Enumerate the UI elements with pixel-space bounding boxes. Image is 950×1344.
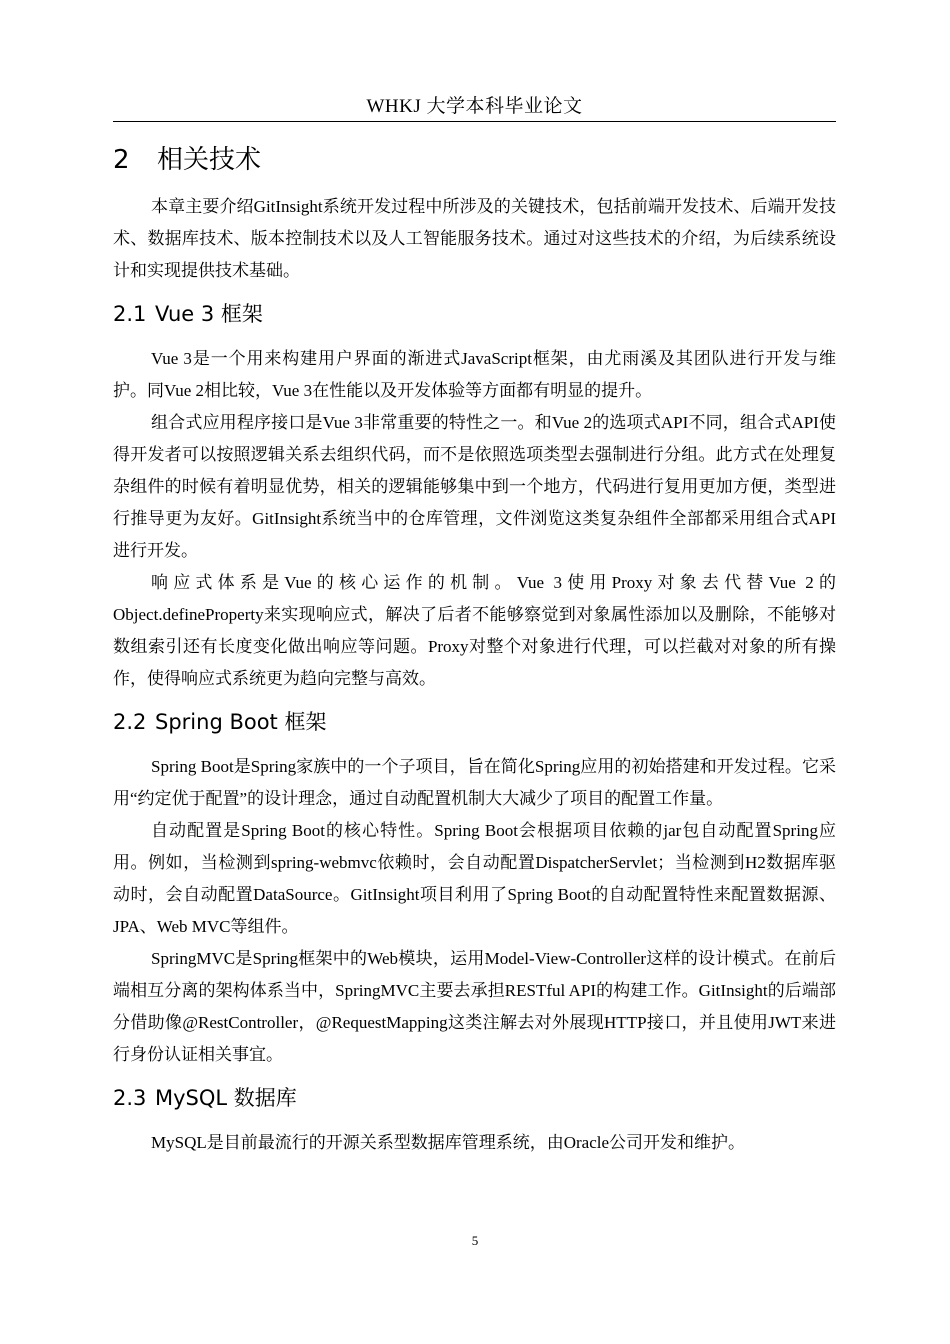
section-title: Vue 3 框架 <box>155 302 263 326</box>
section-number: 2.1 <box>113 302 147 326</box>
paragraph: MySQL是目前最流行的开源关系型数据库管理系统，由Oracle公司开发和维护。 <box>151 1133 746 1152</box>
paragraph: SpringMVC是Spring框架中的Web模块，运用Model-View-Controller这样的设计模式。在前后端相互分离的架构体系当中，SpringMVC主要去承担RESTful API的构建工作。GitInsight的后端部分借助像@RestController，@RequestMapping这类注解去对外展现HTTP接口，并且使用JWT来进行身份认证相关事宜。 <box>113 949 836 1064</box>
paragraph: Vue 3是一个用来构建用户界面的渐进式JavaScript框架，由尤雨溪及其团队进行开发与维护。同Vue 2相比较，Vue 3在性能以及开发体验等方面都有明显的提升。 <box>113 349 836 400</box>
paragraph: 自动配置是Spring Boot的核心特性。Spring Boot会根据项目依赖的jar包自动配置Spring应用。例如，当检测到spring-webmvc依赖时，会自动配置DispatcherServlet；当检测到H2数据库驱动时，会自动配置DataSource。GitInsight项目利用了Spring Boot的自动配置特性来配置数据源、JPA、Web MVC等组件。 <box>113 821 836 936</box>
section-number: 2.3 <box>113 1086 147 1110</box>
header-rule <box>113 121 836 122</box>
section-title: MySQL 数据库 <box>155 1086 297 1110</box>
chapter-number: 2 <box>113 145 130 175</box>
paragraph: 组合式应用程序接口是Vue 3非常重要的特性之一。和Vue 2的选项式API不同，组合式API使得开发者可以按照逻辑关系去组织代码，而不是依照选项类型去强制进行分组。此方式在处理复杂组件的时候有着明显优势，相关的逻辑能够集中到一个地方，代码进行复用更加方便，类型进行推导更为友好。GitInsight系统当中的仓库管理，文件浏览这类复杂组件全部都采用组合式API进行开发。 <box>113 413 836 560</box>
section-heading-2-2 <box>113 706 836 738</box>
page-number: 5 <box>471 1233 479 1248</box>
section-title: Spring Boot 框架 <box>155 710 327 734</box>
section-number: 2.2 <box>113 710 147 734</box>
section-heading-2-3 <box>113 1082 836 1114</box>
chapter-heading <box>113 140 836 180</box>
page-body <box>113 140 836 1159</box>
running-header: WHKJ 大学本科毕业论文 <box>366 96 583 117</box>
chapter-title: 相关技术 <box>157 145 262 175</box>
paragraph: Spring Boot是Spring家族中的一个子项目，旨在简化Spring应用的初始搭建和开发过程。它采用“约定优于配置”的设计理念，通过自动配置机制大大减少了项目的配置工作量。 <box>113 757 836 808</box>
section-heading-2-1 <box>113 298 836 330</box>
chapter-intro-paragraph: 本章主要介绍GitInsight系统开发过程中所涉及的关键技术，包括前端开发技术、后端开发技术、数据库技术、版本控制技术以及人工智能服务技术。通过对这些技术的介绍，为后续系统设计和实现提供技术基础。 <box>113 197 836 280</box>
paragraph: 响应式体系是Vue的核心运作的机制。Vue 3使用Proxy对象去代替Vue 2的Object.defineProperty来实现响应式，解决了后者不能够察觉到对象属性添加以及删除，不能够对数组索引还有长度变化做出响应等问题。Proxy对整个对象进行代理，可以拦截对对象的所有操作，使得响应式系统更为趋向完整与高效。 <box>113 573 836 688</box>
